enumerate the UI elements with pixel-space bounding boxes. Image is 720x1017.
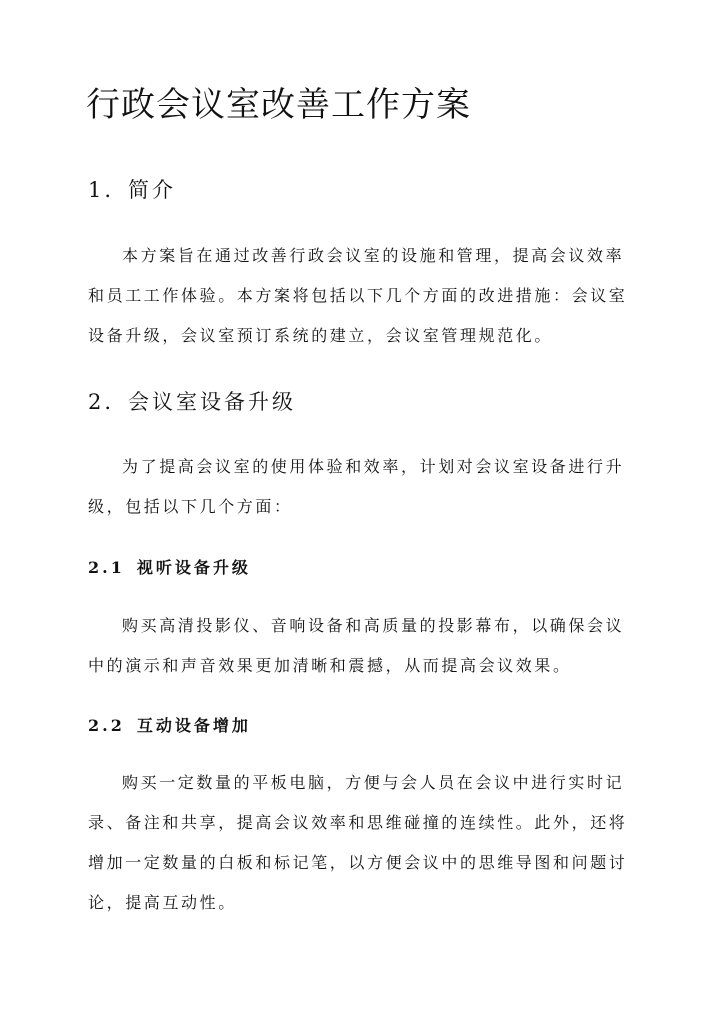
paragraph-introduction <box>88 236 634 356</box>
section-number: 1. <box>88 178 115 202</box>
section-heading-equipment-upgrade <box>88 387 296 417</box>
paragraph-line: 本方案旨在通过改善行政会议室的设施和管理，提高会议效率 <box>122 246 625 265</box>
subsection-number: 2.1 <box>88 558 125 577</box>
subsection-number: 2.2 <box>88 716 125 735</box>
paragraph-line: 论，提高互动性。 <box>88 893 237 912</box>
paragraph-line: 和员工工作体验。本方案将包括以下几个方面的改进措施：会议室 <box>88 286 628 305</box>
paragraph-line: 购买一定数量的平板电脑，方便与会人员在会议中进行实时记 <box>122 773 625 792</box>
paragraph-line: 中的演示和声音效果更加清晰和震撼，从而提高会议效果。 <box>88 656 572 675</box>
section-title: 简介 <box>128 178 177 202</box>
paragraph-line: 录、备注和共享，提高会议效率和思维碰撞的连续性。此外，还将 <box>88 813 628 832</box>
paragraph-equipment-upgrade <box>88 447 634 527</box>
paragraph-line: 为了提高会议室的使用体验和效率，计划对会议室设备进行升 <box>122 457 625 476</box>
section-heading-introduction <box>88 175 176 205</box>
paragraph-line: 购买高清投影仪、音响设备和高质量的投影幕布，以确保会议 <box>122 616 625 635</box>
document-title: 行政会议室改善工作方案 <box>86 85 471 125</box>
paragraph-line: 增加一定数量的白板和标记笔，以方便会议中的思维导图和问题讨 <box>88 853 628 872</box>
subsection-heading-interactive-devices <box>88 714 251 738</box>
section-number: 2. <box>88 390 115 414</box>
subsection-title: 互动设备增加 <box>136 716 251 735</box>
subsection-heading-av-upgrade <box>88 556 251 580</box>
paragraph-line: 设备升级，会议室预订系统的建立，会议室管理规范化。 <box>88 326 554 345</box>
section-title: 会议室设备升级 <box>128 390 297 414</box>
paragraph-line: 级，包括以下几个方面： <box>88 497 293 516</box>
paragraph-av-upgrade <box>88 606 634 686</box>
subsection-title: 视听设备升级 <box>136 558 251 577</box>
paragraph-interactive-devices <box>88 763 634 923</box>
